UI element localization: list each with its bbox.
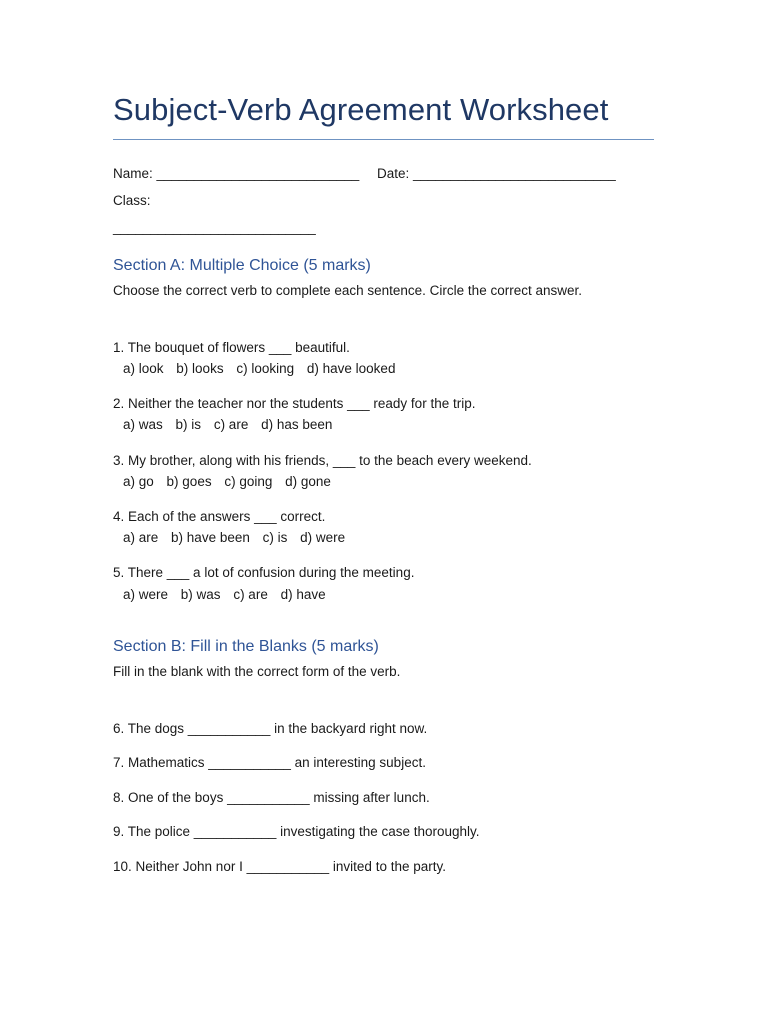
section-b-heading: Section B: Fill in the Blanks (5 marks) bbox=[113, 638, 379, 655]
section-b-instruction: Fill in the blank with the correct form of the verb. bbox=[113, 664, 401, 679]
class-field-line: ___________________________ bbox=[113, 220, 316, 235]
section-a-instruction: Choose the correct verb to complete each sentence. Circle the correct answer. bbox=[113, 283, 582, 298]
title-divider bbox=[113, 139, 654, 140]
option-c: c) are bbox=[213, 417, 249, 432]
question-2-options bbox=[123, 417, 341, 432]
option-d: d) has been bbox=[261, 417, 333, 432]
option-c: c) going bbox=[224, 474, 273, 489]
question-4-options bbox=[123, 530, 354, 545]
question-3-options bbox=[123, 474, 340, 489]
option-a: a) are bbox=[123, 530, 159, 545]
option-a: a) was bbox=[123, 417, 163, 432]
question-4: 4. Each of the answers ___ correct. bbox=[113, 509, 326, 524]
question-8: 8. One of the boys ___________ missing after lunch. bbox=[113, 790, 430, 805]
question-7: 7. Mathematics ___________ an interesting subject. bbox=[113, 755, 426, 770]
option-d: d) were bbox=[300, 530, 346, 545]
option-b: b) goes bbox=[166, 474, 212, 489]
question-5-options bbox=[123, 587, 335, 602]
option-b: b) looks bbox=[176, 361, 224, 376]
date-field: Date: ___________________________ bbox=[377, 166, 616, 181]
option-a: a) go bbox=[123, 474, 154, 489]
student-info-fields bbox=[113, 160, 658, 241]
question-10: 10. Neither John nor I ___________ invited to the party. bbox=[113, 859, 446, 874]
section-a-heading: Section A: Multiple Choice (5 marks) bbox=[113, 257, 371, 274]
question-2: 2. Neither the teacher nor the students ___ ready for the trip. bbox=[113, 396, 476, 411]
option-b: b) is bbox=[175, 417, 202, 432]
page-title: Subject-Verb Agreement Worksheet bbox=[113, 92, 609, 127]
option-d: d) have looked bbox=[306, 361, 396, 376]
option-b: b) was bbox=[180, 587, 221, 602]
question-1: 1. The bouquet of flowers ___ beautiful. bbox=[113, 340, 350, 355]
option-c: c) is bbox=[262, 530, 288, 545]
option-a: a) look bbox=[123, 361, 164, 376]
name-field: Name: ___________________________ bbox=[113, 166, 360, 181]
class-field: Class: bbox=[113, 193, 151, 208]
option-d: d) gone bbox=[285, 474, 331, 489]
option-a: a) were bbox=[123, 587, 169, 602]
option-b: b) have been bbox=[171, 530, 250, 545]
question-5: 5. There ___ a lot of confusion during the meeting. bbox=[113, 565, 415, 580]
question-6: 6. The dogs ___________ in the backyard right now. bbox=[113, 721, 428, 736]
option-c: c) looking bbox=[236, 361, 295, 376]
option-c: c) are bbox=[233, 587, 268, 602]
question-3: 3. My brother, along with his friends, ___ to the beach every weekend. bbox=[113, 453, 532, 468]
option-d: d) have bbox=[280, 587, 326, 602]
question-1-options bbox=[123, 361, 404, 376]
question-9: 9. The police ___________ investigating the case thoroughly. bbox=[113, 824, 480, 839]
